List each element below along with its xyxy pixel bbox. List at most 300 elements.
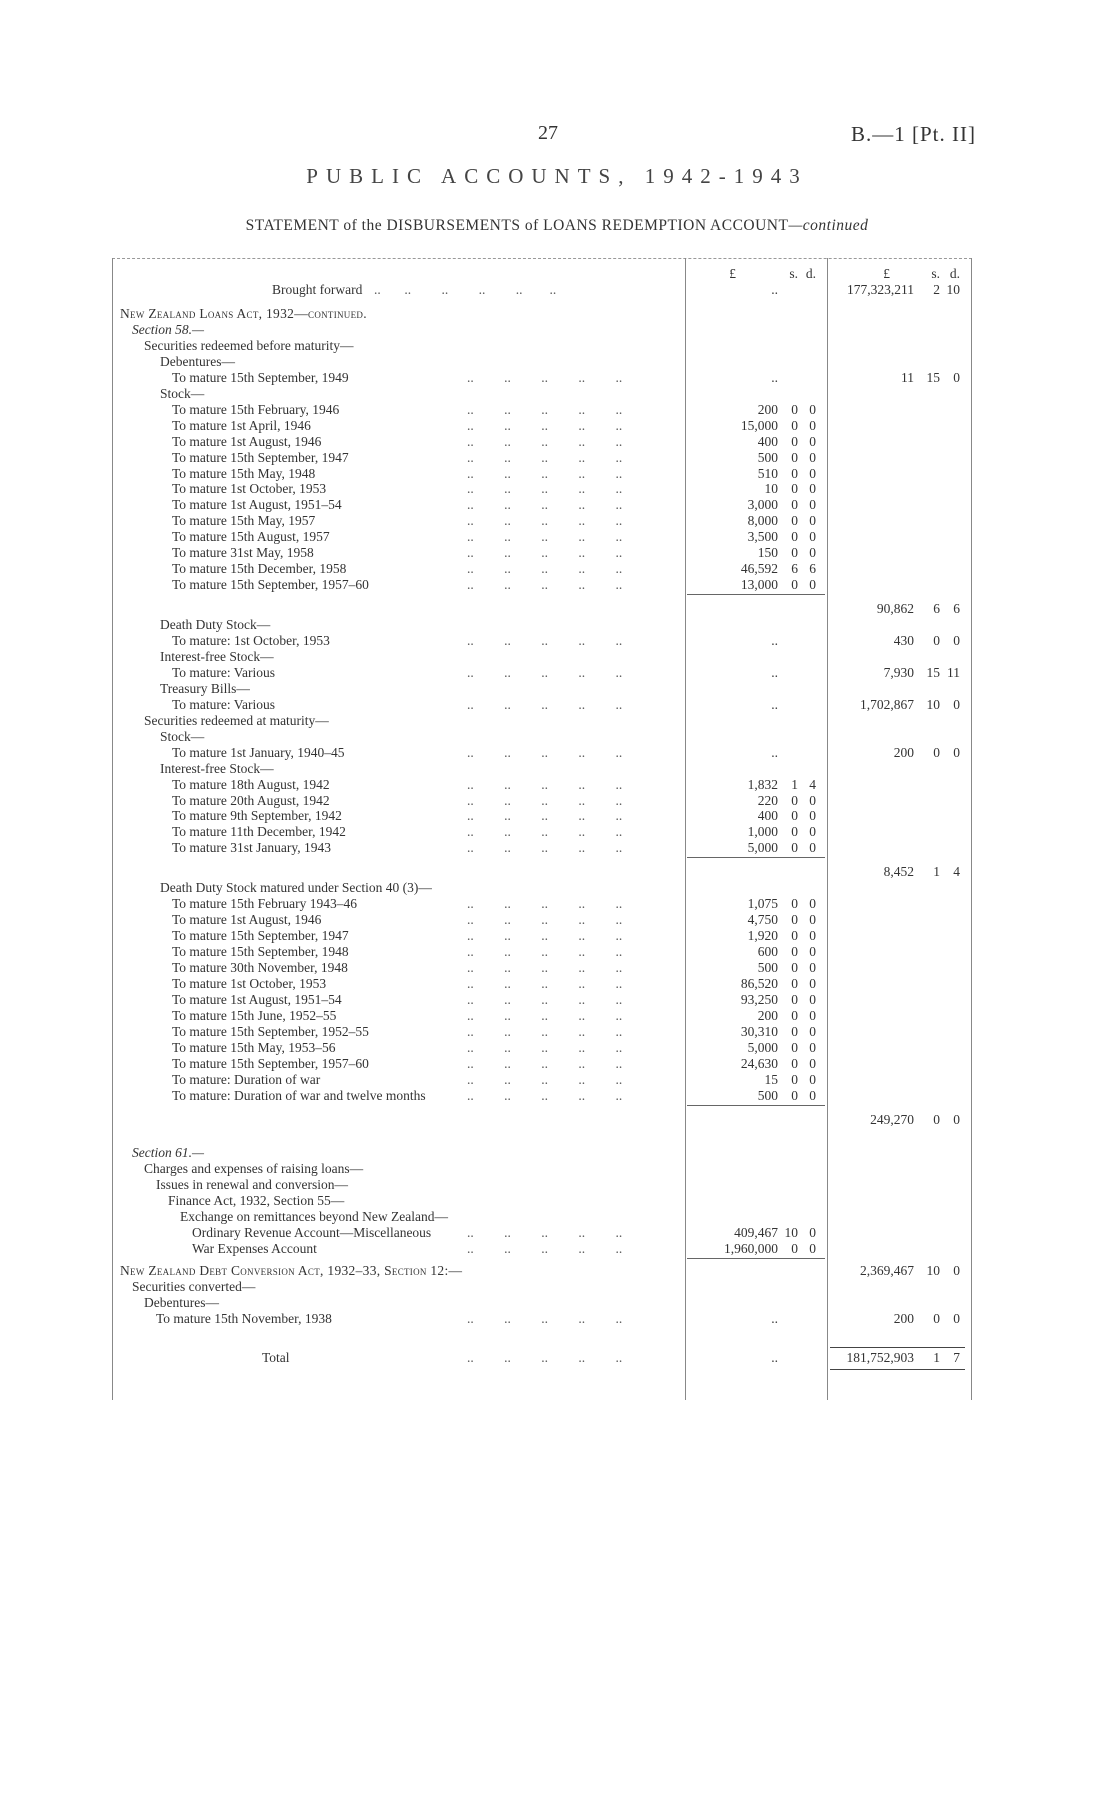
leader-dots: .. .. .. .. .. (467, 1310, 623, 1326)
leader-dots: .. .. .. .. .. (467, 449, 623, 465)
subtitle-suffix: —continued (788, 217, 869, 234)
amount-pence: 0 (809, 545, 816, 561)
row-label: To mature 15th August, 1957 (172, 529, 330, 545)
row-label: To mature 20th August, 1942 (172, 792, 330, 808)
leader-dots: .. .. .. .. .. (467, 840, 623, 856)
table-row (112, 665, 972, 681)
amount-shillings: 0 (791, 433, 798, 449)
amount-pounds: 30,310 (740, 1023, 778, 1039)
leader-dots: .. .. .. .. .. (467, 1071, 623, 1087)
total-pence: 6 (953, 601, 960, 617)
row-label: Finance Act, 1932, Section 55— (168, 1192, 345, 1208)
total-pounds: 181,752,903 (846, 1350, 914, 1365)
total-pence: 0 (953, 696, 960, 712)
amount-pounds: 500 (757, 960, 778, 975)
amount-shillings: 0 (791, 1240, 798, 1256)
amount-pounds: 24,630 (740, 1055, 778, 1071)
row-label: Interest-free Stock— (160, 648, 274, 664)
leader-dots: .. .. .. .. .. (467, 577, 623, 593)
leader-dots: .. .. .. .. .. (467, 1240, 623, 1256)
leader-dots: .. .. .. .. .. (467, 1224, 623, 1240)
leader-dots: .. .. .. .. .. (467, 545, 623, 561)
leader-dots: .. .. .. .. .. (467, 824, 623, 840)
total-pence: 0 (953, 1262, 960, 1278)
amount-pounds: 409,467 (734, 1224, 778, 1240)
total-pounds: 2,369,467 (860, 1262, 914, 1278)
amount-pence: 0 (809, 1224, 816, 1240)
total-shillings: 0 (933, 744, 940, 760)
amount-shillings: 0 (791, 1055, 798, 1071)
amount-pence: 0 (809, 401, 816, 417)
amount-shillings: 0 (791, 513, 798, 529)
table-row (112, 434, 972, 450)
row-label: Total (262, 1350, 290, 1365)
amount-shillings: 0 (791, 928, 798, 944)
table-row (112, 450, 972, 466)
total-pounds: 200 (893, 1310, 914, 1326)
table-row (112, 338, 972, 354)
table-row (112, 944, 972, 960)
document-reference: B.—1 [Pt. II] (851, 122, 976, 146)
amount-shillings: 0 (791, 976, 798, 991)
amount-pence: 0 (809, 449, 816, 465)
brought-forward-pence: 10 (946, 282, 960, 297)
table-row (112, 1209, 972, 1225)
brought-forward-label: Brought forward (272, 282, 363, 297)
leader-dots: .. .. .. .. .. (467, 976, 623, 991)
amount-shillings: 0 (791, 577, 798, 593)
row-label: To mature 15th September, 1947 (172, 928, 349, 944)
table-row (112, 1056, 972, 1072)
table-row (112, 960, 972, 976)
amount-pounds: .. (771, 1350, 778, 1365)
row-label: To mature: Various (172, 696, 276, 712)
total-shillings: 0 (933, 1111, 940, 1127)
table-row (112, 1311, 972, 1327)
row-label: Debentures— (144, 1294, 219, 1310)
amount-pounds: 4,750 (747, 912, 778, 928)
leader-dots: .. .. .. .. .. (467, 744, 623, 760)
table-row (112, 928, 972, 944)
table-row (112, 577, 972, 593)
disbursements-table (112, 258, 972, 1400)
row-label: To mature: Duration of war and twelve months (172, 1087, 426, 1103)
amount-pounds: 400 (757, 433, 778, 449)
header-pound: £ (729, 266, 736, 281)
amount-pounds: 1,960,000 (724, 1240, 778, 1256)
amount-shillings: 0 (791, 824, 798, 840)
row-label: Charges and expenses of raising loans— (144, 1161, 364, 1176)
leader-dots: .. .. .. .. .. (467, 1350, 623, 1365)
total-pounds: 7,930 (883, 664, 914, 680)
amount-pounds: 1,075 (747, 896, 778, 912)
amount-pence: 0 (809, 1023, 816, 1039)
row-label: Exchange on remittances beyond New Zealand— (180, 1208, 449, 1224)
amount-pounds: 200 (757, 401, 778, 417)
header-shilling-2: s. (931, 266, 940, 281)
table-row (112, 729, 972, 745)
amount-pounds: 510 (757, 465, 778, 481)
row-label: To mature: 1st October, 1953 (172, 633, 330, 648)
leader-dots: .. .. .. .. .. (467, 433, 623, 449)
table-row (112, 545, 972, 561)
total-shillings: 0 (933, 1310, 940, 1326)
amount-pounds: 13,000 (740, 577, 778, 593)
row-label: Securities redeemed before maturity— (144, 337, 354, 353)
total-pounds: 11 (901, 369, 914, 385)
amount-shillings: 0 (791, 960, 798, 975)
table-row (112, 1040, 972, 1056)
amount-pounds: .. (771, 744, 778, 760)
table-row (112, 481, 972, 497)
table-row (112, 529, 972, 545)
amount-shillings: 0 (791, 944, 798, 960)
amount-pounds: 93,250 (740, 991, 778, 1007)
table-row (112, 824, 972, 840)
amount-pence: 0 (809, 577, 816, 593)
table-row (112, 1088, 972, 1104)
amount-pence: 0 (809, 896, 816, 912)
amount-pence: 4 (809, 776, 816, 792)
amount-pounds: 500 (757, 449, 778, 465)
total-shillings: 10 (926, 1262, 940, 1278)
page-number: 27 (538, 122, 558, 144)
amount-shillings: 6 (791, 561, 798, 577)
row-label: To mature 30th November, 1948 (172, 960, 348, 975)
row-label: To mature 31st January, 1943 (172, 840, 332, 856)
leader-dots: .. .. .. .. .. (467, 696, 623, 712)
table-row (112, 1112, 972, 1128)
table-top-rule (112, 258, 972, 259)
leader-dots: .. .. .. .. .. (467, 896, 623, 912)
brought-forward-col1: .. (771, 282, 778, 297)
amount-shillings: 0 (791, 465, 798, 481)
amount-shillings: 0 (791, 792, 798, 808)
leader-dots: .. .. .. .. .. (467, 664, 623, 680)
amount-pence: 0 (809, 529, 816, 545)
amount-shillings: 0 (791, 808, 798, 824)
total-pounds: 430 (893, 633, 914, 648)
row-label: To mature 15th June, 1952–55 (172, 1007, 337, 1023)
leader-dots: .. .. .. .. .. (467, 991, 623, 1007)
table-row (112, 713, 972, 729)
header-pence-2: d. (949, 266, 960, 281)
row-label: To mature 15th November, 1938 (156, 1310, 332, 1326)
total-pounds: 90,862 (876, 601, 914, 617)
header-pound-2: £ (883, 266, 890, 281)
total-pounds: 1,702,867 (860, 696, 914, 712)
amount-pence: 0 (809, 1039, 816, 1055)
row-label: Death Duty Stock— (160, 617, 271, 632)
table-row (112, 1008, 972, 1024)
table-row (112, 681, 972, 697)
leader-dots: .. .. .. .. .. (467, 369, 623, 385)
row-label: To mature 1st August, 1951–54 (172, 991, 342, 1007)
table-row (112, 1295, 972, 1311)
row-label: Interest-free Stock— (160, 760, 274, 776)
row-label: To mature 11th December, 1942 (172, 824, 346, 840)
table-row (112, 386, 972, 402)
amount-pounds: 8,000 (747, 513, 778, 529)
amount-pence: 0 (809, 497, 816, 513)
amount-pence: 0 (809, 1007, 816, 1023)
row-label: Securities converted— (132, 1278, 256, 1294)
total-shillings: 1 (933, 864, 940, 880)
page-title: PUBLIC ACCOUNTS, 1942-1943 (306, 164, 808, 188)
amount-pounds: .. (771, 664, 778, 680)
leader-dots: .. .. .. .. .. (467, 808, 623, 824)
amount-pence: 0 (809, 808, 816, 824)
subtotal-rule (687, 594, 825, 595)
table-row (112, 1225, 972, 1241)
amount-shillings: 1 (791, 776, 798, 792)
amount-shillings: 10 (784, 1224, 798, 1240)
amount-pounds: 1,000 (747, 824, 778, 840)
amount-shillings: 0 (791, 1023, 798, 1039)
amount-pence: 0 (809, 960, 816, 975)
amount-pounds: 3,000 (747, 497, 778, 513)
table-row (112, 466, 972, 482)
leader-dots: .. .. .. .. .. (467, 776, 623, 792)
total-pence: 4 (953, 864, 960, 880)
table-row (112, 880, 972, 896)
amount-pounds: .. (771, 1310, 778, 1326)
amount-pounds: 500 (757, 1087, 778, 1103)
amount-pence: 0 (809, 1240, 816, 1256)
total-pence: 0 (953, 744, 960, 760)
table-row (112, 306, 972, 322)
amount-pounds: 200 (757, 1007, 778, 1023)
row-label: Stock— (160, 385, 205, 401)
table-row (112, 402, 972, 418)
leader-dots: .. .. .. .. .. (467, 960, 623, 975)
amount-pounds: 1,920 (747, 928, 778, 944)
total-pence: 0 (953, 369, 960, 385)
row-label: To mature 1st October, 1953 (172, 481, 327, 497)
row-label: To mature 1st October, 1953 (172, 976, 327, 991)
table-row (112, 808, 972, 824)
row-label: To mature: Various (172, 664, 276, 680)
amount-shillings: 0 (791, 1007, 798, 1023)
total-pence: 7 (953, 1350, 960, 1365)
leader-dots: .. .. .. .. .. (467, 1007, 623, 1023)
table-row (112, 912, 972, 928)
total-pounds: 200 (893, 744, 914, 760)
amount-pence: 0 (809, 824, 816, 840)
column-header-row (112, 266, 972, 282)
amount-pence: 0 (809, 944, 816, 960)
table-row (112, 1024, 972, 1040)
row-label: Section 61.— (132, 1145, 204, 1160)
row-label: To mature 15th September, 1952–55 (172, 1023, 369, 1039)
table-row (112, 601, 972, 617)
table-row (112, 418, 972, 434)
amount-pounds: 150 (757, 545, 778, 561)
amount-pounds: 10 (764, 481, 778, 497)
amount-pence: 6 (809, 561, 816, 577)
table-row (112, 793, 972, 809)
amount-pounds: 3,500 (747, 529, 778, 545)
amount-pence: 0 (809, 481, 816, 497)
total-bottom-rule (830, 1369, 965, 1370)
total-shillings: 15 (926, 664, 940, 680)
leader-dots: .. .. .. .. .. (467, 465, 623, 481)
amount-pounds: 86,520 (740, 976, 778, 991)
brought-forward-total: 177,323,211 (847, 282, 914, 297)
leader-dots: .. .. .. .. .. (467, 928, 623, 944)
leader-dots: .. .. .. .. .. (467, 1039, 623, 1055)
total-shillings: 1 (933, 1350, 940, 1365)
table-row (112, 992, 972, 1008)
subtitle-main: STATEMENT of the DISBURSEMENTS of LOANS REDEMPTION ACCOUNT (245, 217, 789, 234)
row-label: To mature 15th September, 1957–60 (172, 577, 369, 593)
amount-pounds: 46,592 (740, 561, 778, 577)
row-label: New Zealand Loans Act, 1932—continued. (120, 306, 367, 321)
amount-shillings: 0 (791, 1087, 798, 1103)
total-pounds: 249,270 (870, 1111, 914, 1127)
table-row (112, 896, 972, 912)
row-label: To mature 15th May, 1948 (172, 465, 316, 481)
amount-shillings: 0 (791, 417, 798, 433)
row-label: To mature 1st August, 1946 (172, 433, 322, 449)
amount-pence: 0 (809, 1087, 816, 1103)
subtotal-rule (687, 857, 825, 858)
amount-shillings: 0 (791, 1039, 798, 1055)
table-row (112, 354, 972, 370)
amount-pounds: 1,832 (747, 776, 778, 792)
row-label: To mature 15th February 1943–46 (172, 896, 358, 912)
row-label: To mature 15th September, 1949 (172, 369, 349, 385)
table-row (112, 1177, 972, 1193)
table-row (112, 1241, 972, 1257)
amount-pounds: 15 (764, 1071, 778, 1087)
leader-dots: .. .. .. .. .. (467, 1087, 623, 1103)
row-label: New Zealand Debt Conversion Act, 1932–33, Section 12:— (120, 1262, 463, 1278)
amount-shillings: 0 (791, 991, 798, 1007)
amount-pounds: 600 (757, 944, 778, 960)
table-row (112, 1161, 972, 1177)
row-label: To mature 31st May, 1958 (172, 545, 314, 561)
leader-dots: .. .. .. .. .. (467, 944, 623, 960)
leader-dots: .. .. .. .. .. (467, 481, 623, 497)
amount-pence: 0 (809, 792, 816, 808)
row-label: To mature 1st January, 1940–45 (172, 744, 345, 760)
total-shillings: 15 (926, 369, 940, 385)
row-label: To mature 9th September, 1942 (172, 808, 342, 824)
amount-pence: 0 (809, 840, 816, 856)
brought-forward-row (112, 282, 972, 298)
statement-subtitle (0, 217, 1114, 235)
amount-pence: 0 (809, 465, 816, 481)
row-label: To mature 15th February, 1946 (172, 401, 340, 417)
row-label: Securities redeemed at maturity— (144, 712, 329, 728)
row-label: To mature 15th December, 1958 (172, 561, 347, 577)
table-row (112, 976, 972, 992)
row-label: Treasury Bills— (160, 680, 250, 696)
amount-pence: 0 (809, 928, 816, 944)
row-label: Ordinary Revenue Account—Miscellaneous (192, 1224, 432, 1240)
amount-pounds: 5,000 (747, 840, 778, 856)
amount-shillings: 0 (791, 1071, 798, 1087)
amount-shillings: 0 (791, 529, 798, 545)
table-row (112, 513, 972, 529)
row-label: Debentures— (160, 353, 235, 369)
row-label: To mature 15th May, 1957 (172, 513, 316, 529)
amount-shillings: 0 (791, 896, 798, 912)
table-row (112, 1072, 972, 1088)
total-shillings: 0 (933, 633, 940, 648)
row-label: Stock— (160, 728, 205, 744)
amount-shillings: 0 (791, 912, 798, 928)
leader-dots: .. .. .. .. .. (467, 513, 623, 529)
table-row (112, 761, 972, 777)
row-label: To mature 15th September, 1947 (172, 449, 349, 465)
amount-pence: 0 (809, 1055, 816, 1071)
total-pence: 0 (953, 1111, 960, 1127)
leader-dots: .. .. .. .. .. (467, 912, 623, 928)
leader-dots: .. .. .. .. .. (467, 529, 623, 545)
table-row (112, 322, 972, 338)
subtotal-rule (687, 1105, 825, 1106)
amount-shillings: 0 (791, 401, 798, 417)
row-label: Death Duty Stock matured under Section 40 (3)— (160, 880, 432, 896)
total-row (112, 1350, 972, 1366)
table-row (112, 1145, 972, 1161)
row-label: To mature 15th September, 1957–60 (172, 1055, 369, 1071)
table-row (112, 649, 972, 665)
leader-dots: .. .. .. .. .. (467, 1055, 623, 1071)
leader-dots: .. .. .. .. .. (467, 1023, 623, 1039)
row-label: Section 58.— (132, 322, 204, 337)
amount-pounds: .. (771, 633, 778, 648)
amount-shillings: 0 (791, 449, 798, 465)
table-row (112, 745, 972, 761)
table-row (112, 1263, 972, 1279)
brought-forward-shillings: 2 (933, 282, 940, 297)
amount-pounds: 5,000 (747, 1039, 778, 1055)
leader-dots: .. .. .. .. .. .. (374, 282, 557, 297)
total-shillings: 6 (933, 601, 940, 617)
row-label: To mature 15th September, 1948 (172, 944, 349, 960)
table-row (112, 497, 972, 513)
row-label: To mature 1st August, 1951–54 (172, 497, 342, 513)
amount-pounds: 15,000 (740, 417, 778, 433)
amount-shillings: 0 (791, 497, 798, 513)
amount-pence: 0 (809, 513, 816, 529)
table-row (112, 697, 972, 713)
amount-pounds: .. (771, 696, 778, 712)
amount-pence: 0 (809, 912, 816, 928)
header-pence: d. (805, 266, 816, 281)
total-top-rule (830, 1347, 965, 1348)
leader-dots: .. .. .. .. .. (467, 401, 623, 417)
amount-pence: 0 (809, 976, 816, 991)
table-row (112, 1279, 972, 1295)
table-row (112, 370, 972, 386)
total-pence: 0 (953, 633, 960, 648)
row-label: To mature 1st April, 1946 (172, 417, 311, 433)
leader-dots: .. .. .. .. .. (467, 633, 623, 648)
table-row (112, 777, 972, 793)
total-pence: 11 (947, 664, 960, 680)
amount-pence: 0 (809, 433, 816, 449)
leader-dots: .. .. .. .. .. (467, 561, 623, 577)
amount-shillings: 0 (791, 481, 798, 497)
row-label: To mature 15th May, 1953–56 (172, 1039, 336, 1055)
table-row (112, 617, 972, 633)
table-row (112, 633, 972, 649)
amount-pounds: .. (771, 369, 778, 385)
